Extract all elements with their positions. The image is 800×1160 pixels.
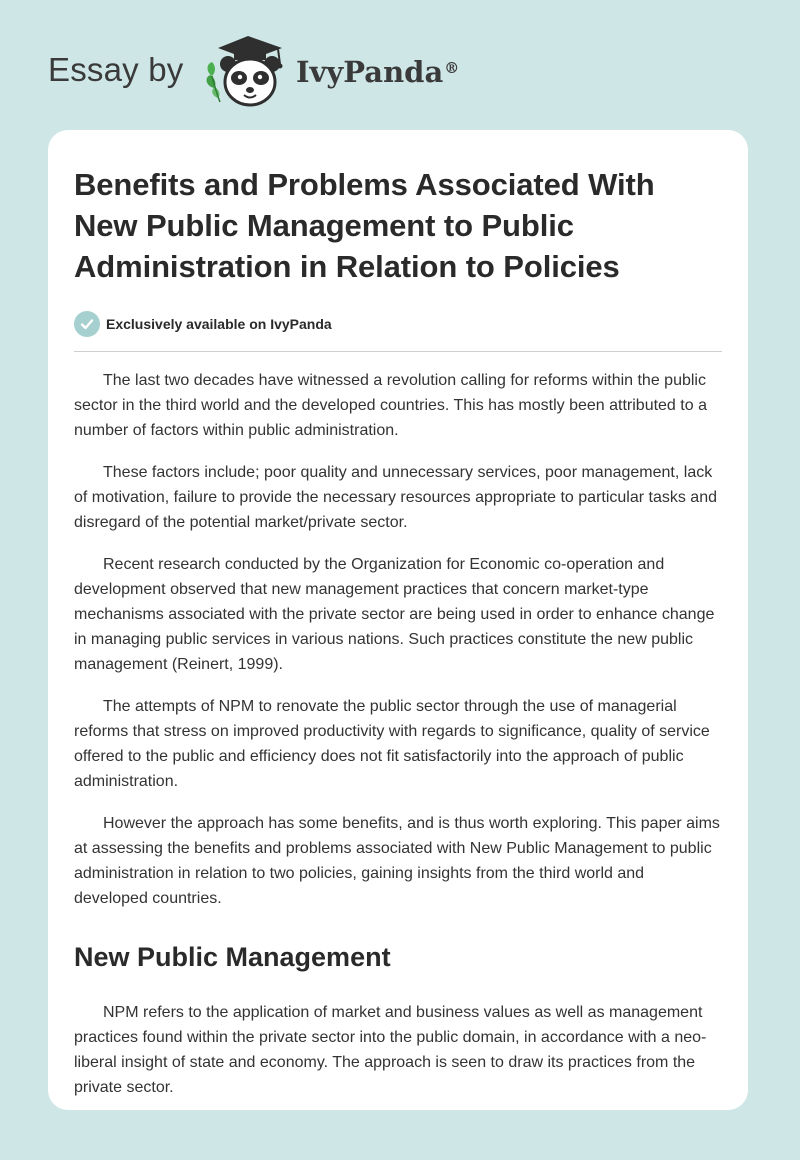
check-badge-icon <box>74 311 100 337</box>
site-header <box>0 0 800 128</box>
brand-name-text: IvyPanda <box>296 55 444 89</box>
paragraph: These factors include; poor quality and unnecessary services, poor management, lack of motivation, failure to provide the necessary resources appropriate to particular tasks and disregard of the potential market/private sector. <box>74 464 717 531</box>
exclusive-label: Exclusively available on IvyPanda <box>106 316 332 332</box>
essay-by-label: Essay by <box>48 51 184 88</box>
paragraph: The last two decades have witnessed a revolution calling for reforms within the public sector in the third world and the developed countries. This has mostly been attributed to a number of factors within public administration. <box>74 372 707 439</box>
brand-name[interactable] <box>296 52 459 92</box>
paragraph: Recent research conducted by the Organization for Economic co-operation and development observed that new management practices that concern market-type mechanisms associated with the private sector are being used in order to enhance change in managing public services in various nations. Such practices constitute the new public management (Reinert, 1999). <box>74 556 715 673</box>
panda-graduate-icon[interactable] <box>200 30 290 110</box>
paragraph: The attempts of NPM to renovate the public sector through the use of managerial reforms that stress on improved productivity with regards to significance, quality of service offered to the public and efficiency does not fit satisfactorily into the approach of public administration. <box>74 698 710 790</box>
article-card <box>48 130 748 1110</box>
paragraph: However the approach has some benefits, and is thus worth exploring. This paper aims at assessing the benefits and problems associated with New Public Management to public administration in relation to two policies, gaining insights from the third world and developed countries. <box>74 815 720 907</box>
article-title: Benefits and Problems Associated With New Public Management to Public Administration in Relation to Policies <box>74 167 655 284</box>
paragraph: NPM refers to the application of market and business values as well as management practices found within the private sector into the public domain, in accordance with a neo-liberal insight of state and economy. The approach is seen to draw its practices from the private sector. <box>74 1004 707 1096</box>
ivy-leaf-icon <box>207 62 220 102</box>
exclusive-badge <box>74 311 722 337</box>
registered-mark: ® <box>444 59 460 77</box>
divider <box>74 351 722 352</box>
section-heading: New Public Management <box>74 942 391 972</box>
